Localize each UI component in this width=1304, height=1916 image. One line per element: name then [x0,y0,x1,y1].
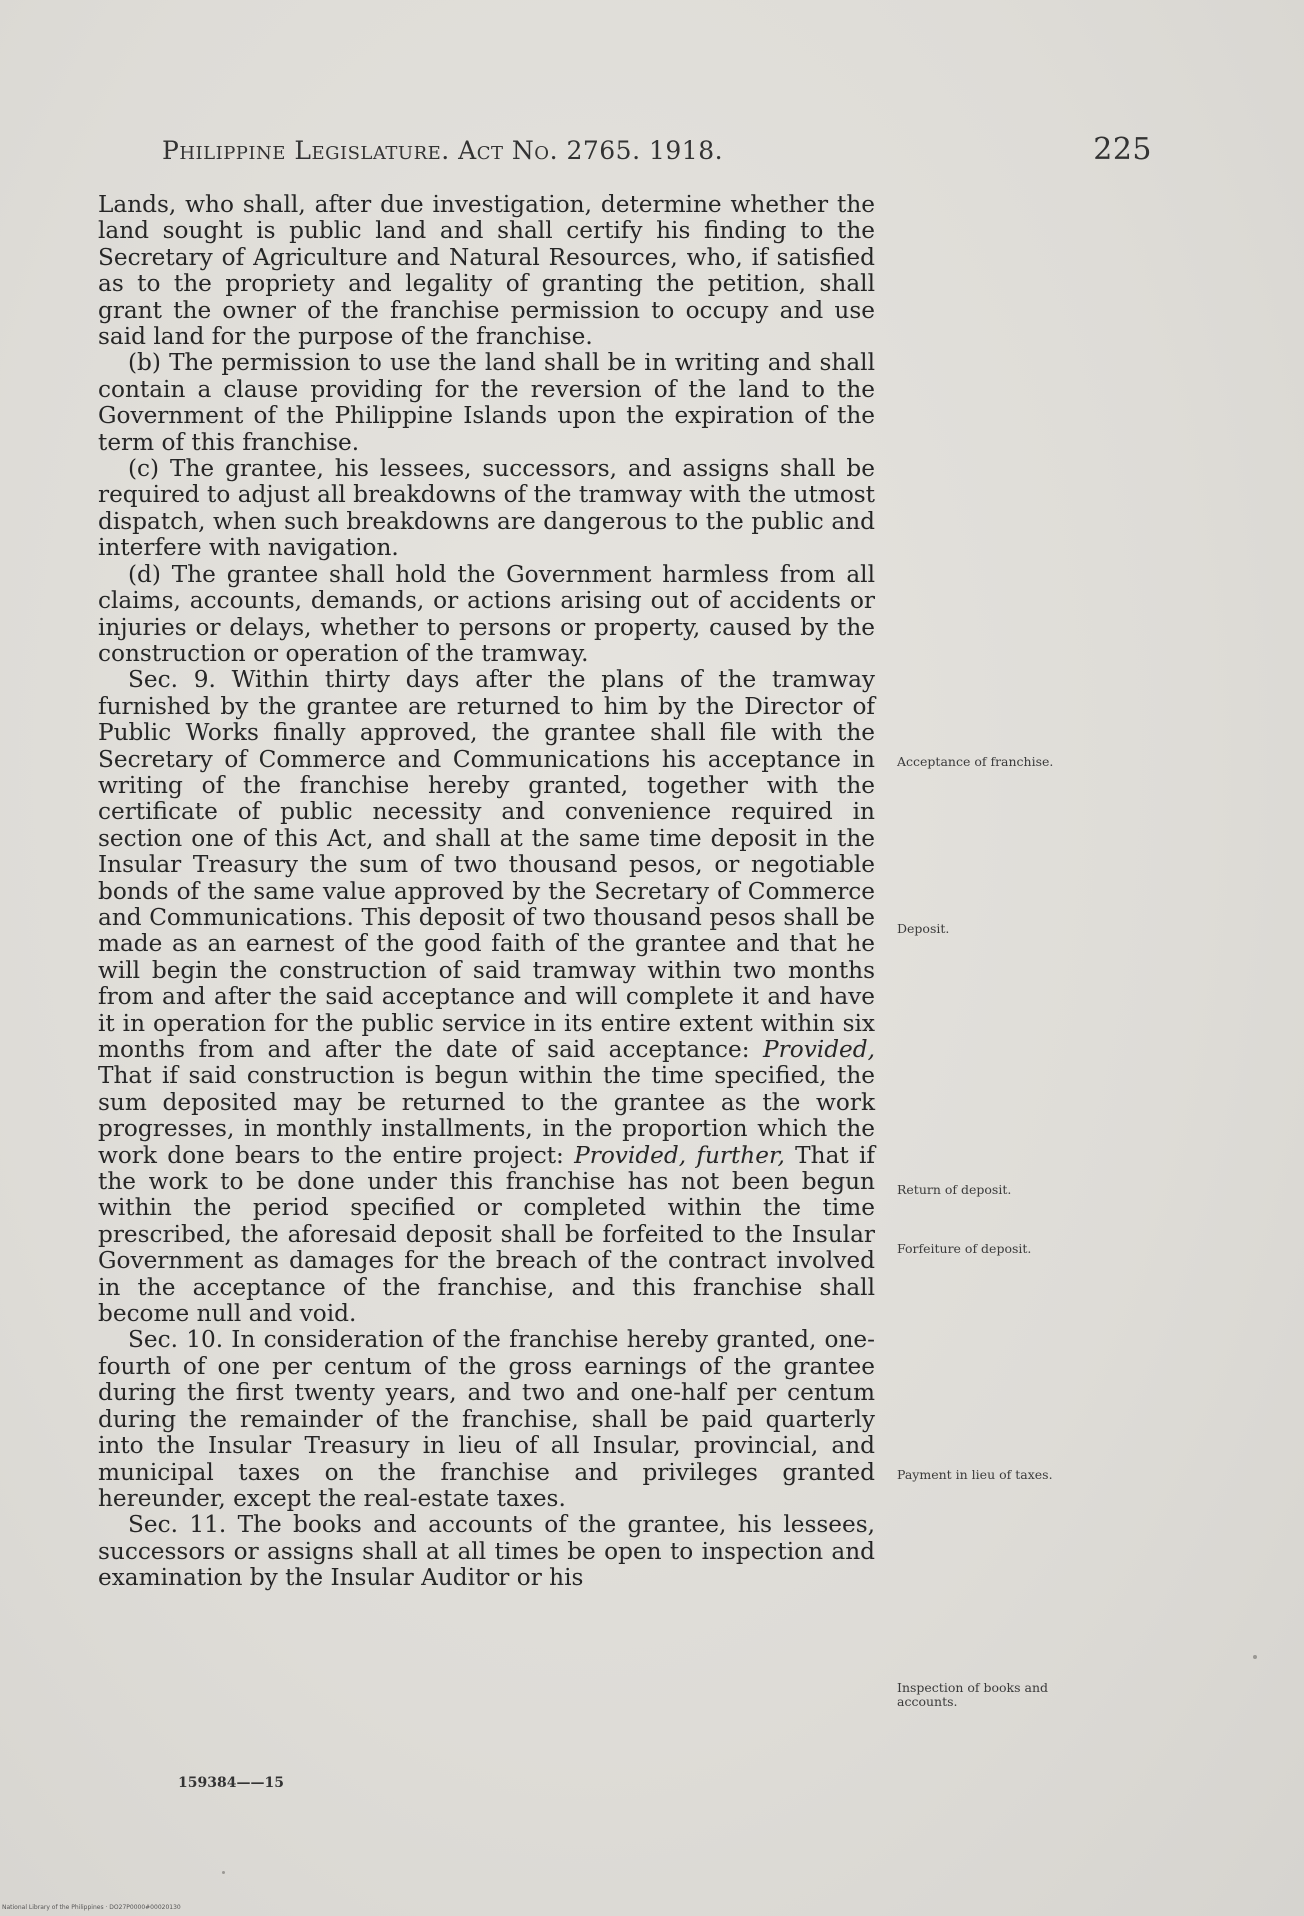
paragraph-d: (d) The grantee shall hold the Government harmless from all claims, accounts, demands, or actions arising out of accidents or injuries or delays, whether to persons or property, caused by the construction or operation of the tramway. [98,560,875,667]
running-header [162,132,1152,172]
library-imprint: National Library of the Philippines · DO27P0000#00020130 [2,1904,181,1911]
body-text [98,192,875,1592]
section-10: Sec. 10. In consideration of the franchise hereby granted, one-fourth of one per centum of the gross earnings of the grantee during the first twenty years, and two and one-half per centum during the remainder of the franchise, shall be paid quarterly into the Insular Treasury in lieu of all Insular, provincial, and municipal taxes on the franchise and privileges granted hereunder, except the real-estate taxes. [98,1326,875,1512]
section-9-text-c: That if the work to be done under this franchise has not been begun within the period specified or completed within the time prescribed, the aforesaid deposit shall be forfeited to the Insular Government as damages for the breach of the contract involved in the acceptance of the franchise, and this franchise shall become null and void. [98,1141,875,1328]
section-9 [98,667,875,1327]
page-number: 225 [1093,132,1152,167]
paragraph-b: (b) The permission to use the land shall be in writing and shall contain a clause providing for the reversion of the land to the Government of the Philippine Islands upon the expiration of the term of this franchise. [98,349,875,456]
margin-note-acceptance: Acceptance of franchise. [897,754,1054,769]
margin-note-forfeiture: Forfeiture of deposit. [897,1241,1032,1256]
section-9-provided-further: Provided, further, [574,1141,785,1169]
running-title: Philippine Legislature. Act No. 2765. 1918. [162,136,724,165]
paragraph-lands: Lands, who shall, after due investigation, determine whether the land sought is public land and shall certify his finding to the Secretary of Agriculture and Natural Resources, who, if satisfied as to the propriety and legality of granting the petition, shall grant the owner of the franchise permission to occupy and use said land for the purpose of the franchise. [98,191,875,351]
section-9-provided: Provided, [763,1036,875,1063]
footer-printer-code: 159384——15 [178,1775,284,1791]
margin-note-return-deposit: Return of deposit. [897,1182,1012,1197]
margin-note-deposit: Deposit. [897,921,950,936]
section-9-text-a: Sec. 9. Within thirty days after the plans of the tramway furnished by the grantee are returned to him by the Director of Public Works finally approved, the grantee shall file with the Secretary of Commerce and Communications his acceptance in writing of the franchise hereby granted, together with the certificate of public necessity and convenience required in section one of this Act, and shall at the same time deposit in the Insular Treasury the sum of two thousand pesos, or negotiable bonds of the same value approved by the Secretary of Commerce and Communications. This deposit of two thousand pesos shall be made as an earnest of the good faith of the grantee and that he will begin the construction of said tramway within two months from and after the said acceptance and will complete it and have it in operation for the public service in its entire extent within six months from and after the date of said acceptance: [98,666,875,1063]
paper-speck [222,1871,225,1874]
margin-note-payment: Payment in lieu of taxes. [897,1467,1053,1482]
paragraph-c: (c) The grantee, his lessees, successors, and assigns shall be required to adjust all breakdowns of the tramway with the utmost dispatch, when such breakdowns are dangerous to the public and interfere with navigation. [98,455,875,562]
section-11: Sec. 11. The books and accounts of the grantee, his lessees, successors or assigns shall at all times be open to inspection and examination by the Insular Auditor or his [98,1511,875,1592]
paper-speck [1253,1655,1257,1659]
section-9-text-b: That if said construction is begun within the time specified, the sum deposited may be returned to the grantee as the work progresses, in monthly installments, in the proportion which the work done bears to the entire project: [98,1062,875,1169]
margin-note-inspection: Inspection of books and accounts. [897,1680,1049,1709]
